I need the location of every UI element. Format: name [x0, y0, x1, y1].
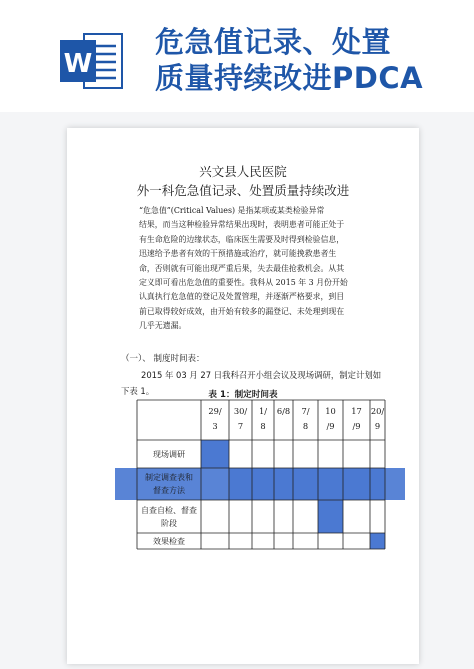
paragraph-line: 前已取得较好成效，由开始有较多的漏登记、未处理到现在: [139, 306, 345, 316]
paragraph-line: 认真执行危急值的登记及处置管理，并逐渐严格要求，到目: [139, 292, 345, 302]
schedule-cell-filled: [293, 468, 318, 500]
row-label-text: 阶段: [161, 518, 177, 528]
schedule-cell-filled: [274, 468, 293, 500]
table-row-label: [137, 504, 201, 530]
document-page: [67, 128, 419, 664]
schedule-cell-filled: [318, 500, 343, 533]
header-text: 17: [351, 406, 362, 416]
banner-title-line2: 质量持续改进PDCA: [155, 61, 424, 95]
schedule-cell-filled: [370, 468, 385, 500]
row-label-text: 制定调查表和: [145, 473, 193, 482]
intro-line-2: 下表 1。: [121, 386, 155, 396]
header-text: 7/: [301, 406, 310, 416]
intro-line-1: 2015 年 03 月 27 日我科召开小组会议及现场调研，制定计划如: [141, 370, 382, 380]
header-text: /9: [352, 421, 361, 431]
header-text: 3: [212, 421, 218, 431]
word-document-icon: [58, 30, 124, 92]
schedule-cell-filled: [318, 468, 343, 500]
row-label-text: 自查自检、督查: [141, 505, 197, 515]
row-label-text: 现场调研: [153, 449, 185, 459]
document-title-main: 外一科危急值记录、处置质量持续改进: [136, 183, 350, 198]
header-text: 9: [374, 421, 381, 431]
row-label-text: 效果检查: [153, 536, 185, 546]
header-text: 8: [260, 421, 266, 431]
table-header-cell: [252, 404, 274, 434]
table-caption: 表 1：制定时间表: [208, 390, 278, 400]
header-text: 10: [325, 406, 336, 416]
header-text: 8: [302, 421, 309, 431]
paragraph-line: 几乎无遗漏。: [139, 321, 187, 331]
banner-title: [155, 24, 470, 96]
schedule-cell-filled: [343, 468, 370, 500]
paragraph-line: 迅速给予患者有效的干预措施或治疗，就可能挽救患者生: [139, 249, 337, 259]
header-text: /9: [326, 421, 335, 431]
table-header-cell: [201, 404, 229, 434]
svg-text:W: W: [63, 49, 93, 79]
row-label-text: 督查方法: [153, 486, 185, 495]
schedule-cell-filled: [201, 440, 229, 468]
header-text: 7: [237, 421, 244, 431]
banner: [0, 0, 474, 112]
table-header-cell: [318, 404, 343, 434]
schedule-cell-filled: [229, 468, 252, 500]
header-text: 1/: [258, 406, 268, 416]
header-text: 30/: [233, 406, 248, 416]
table-row-label: [137, 471, 201, 497]
table-header-cell: [370, 404, 385, 434]
section-heading: （一）、 制度时间表：: [121, 354, 205, 364]
table-row-label: [137, 535, 201, 548]
table-header-cell: [274, 404, 293, 419]
document-title-hospital: 兴文县人民医院: [199, 164, 287, 179]
header-text: 29/: [208, 406, 222, 416]
table-header-cell: [229, 404, 252, 434]
paragraph-line: 定义即可看出危急值的重要性。我科从 2015 年 3 月份开始: [139, 278, 348, 288]
table-header-cell: [343, 404, 370, 434]
paragraph-line: 命，否则就有可能出现严重后果，失去最佳抢救机会。从其: [139, 263, 345, 273]
table-row-label: [137, 448, 201, 461]
paragraph-line: “危急值”(Critical Values) 是指某项或某类检验异常: [139, 206, 325, 215]
table-header-cell: [293, 404, 318, 434]
schedule-cell-filled: [252, 468, 274, 500]
schedule-cell-filled: [370, 533, 385, 549]
paragraph-line: 有生命危险的边缘状态，临床医生需要及时得到检验信息，: [139, 234, 345, 244]
header-text: 6/8: [276, 406, 291, 416]
paragraph-line: 结果，而当这种检验异常结果出现时，表明患者可能正处于: [139, 220, 345, 230]
table-grid: [67, 128, 419, 664]
banner-title-line1: 危急值记录、处置: [155, 25, 392, 59]
header-text: 20/: [370, 406, 385, 416]
